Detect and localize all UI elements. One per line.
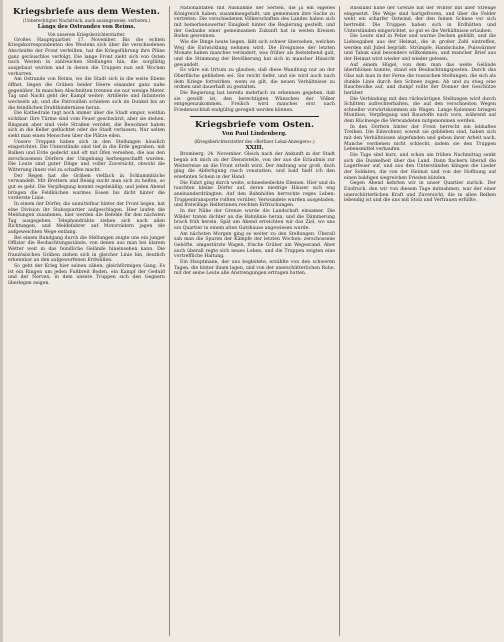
paragraph: Die Tage sind kurz, und schon am frühen Nachmittag senkt sich die Dunkelheit über das Land. Dann flackern überall die Lagerfeuer auf, und aus den Unterständen klingen die Lieder der Soldaten, die von der Heimat und von der Hoffnung auf einen baldigen siegreichen Frieden künden. [344,153,496,181]
paragraph: Ein Hauptmann, der uns begleitete, erzählte von den schweren Tagen, die hinter ihnen lagen, und von der unerschütterlichen Ruhe, mit der seine Leute alle Anstrengungen ertragen hatten. [174,259,335,277]
article-number: XXIII. [245,145,264,152]
paragraph: Auf einem Hügel, von dem man das weite Gelände überblicken konnte, stand ein Beobachtungsposten. Durch das Glas sah man in der Ferne die russischen Stellungen, die sich als dunkle Linie durch den Schnee zogen. Ab und zu stieg eine Rauchwolke auf, und dumpf rollte der Donner der Geschütze herüber. [344,62,496,96]
article-author: Von Paul Lindenberg. [222,131,287,138]
paragraph: Nationalitäten mit Ausnahme der Serben, die ja ein eigenes Königreich haben, zusammengefaßt, um gemeinsam ihre Sache zu vertreten. Die verschiedenen Völkerschaften des Landes haben sich mit bemerkenswerter Einigkeit hinter die Regierung gestellt, und der Gedanke einer gemeinsamen Zukunft hat in weiten Kreisen Boden gewonnen. [174,6,335,40]
paragraph: Die Verbindung mit den rückwärtigen Stellungen wird durch Schlitten aufrechterhalten, die auf den verschneiten Wegen schneller vorwärtskommen als Wagen. Lange Kolonnen bringen Munition, Verpflegung und Baustoffe nach vorn, während auf dem Rückwege die Verwundeten mitgenommen werden. [344,96,496,125]
paragraph: In den Dörfern hinter der Front herrscht ein lebhaftes Treiben. Die Einwohner, soweit sie geblieben sind, haben sich mit den Verhältnissen abgefunden und gehen ihrer Arbeit nach. Manche verdienen nicht schlecht, indem sie den Truppen Lebensmittel verkaufen. [344,124,496,153]
paragraph: In einem der Dörfer, die unmittelbar hinter der Front liegen, hat eine Division ihr Stabsquartier aufgeschlagen. Hier laufen die Meldungen zusammen, hier werden die Befehle für den nächsten Tag ausgegeben. Telephondrähte ziehen sich nach allen Richtungen, und Meldefahrer auf Motorrädern jagen die aufgeweichten Wege entlang. [8,201,165,236]
article-divider [190,116,319,117]
article-subtitle: (Kriegsberichterstatter des »Berliner Lokal-Anzeigers«.) [194,138,315,144]
paragraph: Es wäre ein Irrtum zu glauben, daß diese Wandlung nur an der Oberfläche geblieben sei. Sie reicht tiefer, und sie wird auch nach dem Kriege fortwirken, wenn es gilt, die neuen Verhältnisse zu ordnen und dauerhaft zu gestalten. [174,68,335,91]
paragraph: Bromberg, 24. November. Gleich nach der Ankunft in der Stadt begab ich mich zu der Dienststelle, von der aus die Erlaubnis zur Weiterreise an die Front erteilt wird. Der Andrang war groß, doch ging die Abfertigung rasch vonstatten, und bald hielt ich den ersehnten Schein in der Hand. [174,152,335,181]
paragraph: Der Regen hat die Gräben vielfach in Schlammbäche verwandelt. Mit Brettern und Reisig sucht man sich zu helfen, so gut es geht. Die Verpflegung kommt regelmäßig, und jeden Abend bringen die Feldküchen warmes Essen bis dicht hinter die vorderste Linie. [8,173,165,202]
scan-edge [0,0,3,642]
paragraph: Am nächsten Morgen ging es weiter zu den Stellungen. Überall sah man die Spuren der Kämpfe der letzten Wochen: zerschossene Gehöfte, umgestürzte Wagen, frische Gräber am Wegesrand. Aber auch überall regte sich neues Leben, und die Truppen zeigten eine vortreffliche Haltung. [174,231,335,260]
article-byline: Von unserem Kriegsberichterstatter. [47,31,126,37]
paragraph: Großes Hauptquartier, 17. November. Bis die echten Kriegskorrespondenten des Westens sich über die verschiedenen Abschnitte der Front verteilten, hat die Kriegsführung ihre Pläne ganz geräuschlos verfolgt. Die lange Front zieht sich von Osten nach Westen in zahlreichen Stellungen hin, die sorgfältig ausgebaut wurden und in denen die Truppen nun seit Wochen verharren. [8,37,165,77]
paragraph: Die Fahrt ging durch weite, schneebedeckte Ebenen. Hier und da tauchten kleine Dörfer auf, deren niedrige Häuser sich eng aneinanderdrängten. Auf den Bahnhöfen herrschte reges Leben: Truppentransporte rollten vorüber, Verwundete wurden ausgeladen, und freiwillige Helferinnen reichten Erfrischungen. [174,180,335,209]
article-section: Längs des Ostrandes von Reims. [37,24,136,31]
article-title: Kriegsbriefe aus dem Westen. [13,7,160,17]
paragraph: So geht der Krieg hier seinen zähen, gleichförmigen Gang. Es ist ein Ringen um jeden Fußbreit Boden, ein Kampf der Geduld und der Nerven, in dem unsere Truppen sich den Gegnern überlegen zeigen. [8,264,165,287]
article-title: Kriegsbriefe vom Osten. [194,120,315,131]
column-rule [339,6,340,636]
column-rule [169,6,170,636]
column-right [344,6,496,636]
paragraph: Die Leute sind in Pelze und warme Decken gehüllt, und die Liebesgaben aus der Heimat, die in großer Zahl eintreffen, werden mit Jubel begrüßt. Strümpfe, Handschuhe, Pulswärmer und Tabak sind besonders willkommen, und mancher Brief aus der Heimat wird wieder und wieder gelesen. [344,34,496,62]
paragraph: Die Regierung hat bereits mehrfach zu erkennen gegeben, daß sie gewillt ist, den berechtigten Wünschen der Völker entgegenzukommen. Freilich wird manches erst nach Friedensschluß endgültig geregelt werden können. [174,90,335,113]
column-middle [174,6,335,636]
column-left [8,6,165,636]
paragraph: Die Kathedrale ragt noch immer über die Stadt empor, weithin sichtbar. Ihre Türme sind vom Feuer geschwärzt, aber sie stehen. Ringsum aber sind viele Straßen verödet, die Bewohner haben sich in die Keller geflüchtet oder die Stadt verlassen. Nur selten sieht man einen Menschen über die Plätze eilen. [8,111,165,139]
paragraph: Gegen Abend kehrten wir in unser Quartier zurück. Der Eindruck, den wir von diesem Tage mitnahmen, war der einer unerschütterlichen Kraft und Zuversicht, die in allen Reihen lebendig ist und die uns mit Stolz und Vertrauen erfüllte. [344,181,496,204]
article-subtitle: (Unberechtigter Nachdruck, auch auszugsweise, verboten.) [22,18,151,23]
paragraph: Russland nahe der Grenze hat der Winter mit aller Strenge eingesetzt. Die Wege sind hartgefroren, und über die Felder weht ein scharfer Ostwind, der den feinen Schnee vor sich hertreibt. Die Truppen haben sich in Erdhütten und Unterständen eingerichtet, so gut es die Verhältnisse erlauben. [344,6,496,34]
paragraph: Bei einem Rundgang durch die Stellungen zeigte uns ein junger Offizier die Beobachtungsstände, von denen aus man bei klarem Wetter weit in das feindliche Gelände hineinsehen kann. Die französischen Gräben ziehen sich in gleicher Linie hin, deutlich erkennbar an den aufgeworfenen Erdwällen. [8,235,165,264]
paragraph: In der Nähe der Grenze wurde die Landschaft einsamer. Die Wälder traten dichter an die Bahnlinie heran, und die Dämmerung brach früh herein. Spät am Abend erreichten wir das Ziel, wo uns ein Quartier in einem alten Gutshause angewiesen wurde. [174,209,335,232]
paragraph: Wie die Dinge heute liegen, läßt sich schwer übersehen, welchen Weg die Entwicklung nehmen wird. Die Ereignisse der letzten Monate haben manches verändert, was früher als feststehend galt, und die Stimmung der Bevölkerung hat sich in mancher Hinsicht gewandelt. [174,39,335,68]
paragraph: Unsere Truppen haben sich in den Stellungen häuslich eingerichtet. Die Unterstände sind tief in die Erde gegraben, mit Balken und Erde gedeckt und oft mit Öfen versehen, die aus den zerschossenen Dörfern der Umgebung herbeigeschafft wurden. Die Leute sind guter Dinge und voller Zuversicht, obwohl die Witterung ihnen viel zu schaffen macht. [8,139,165,173]
paragraph: Am Ostrande von Reims, wo die Stadt sich in die weite Ebene öffnet, liegen die Gräben beider Heere einander ganz nahe gegenüber. In manchen Abschnitten trennen sie nur wenige Meter. Tag und Nacht geht der Kampf weiter; Artillerie und Infanterie wechseln ab, und die Patrouillen schieben sich im Dunkel bis an die feindlichen Drahthindernisse heran. [8,77,165,111]
